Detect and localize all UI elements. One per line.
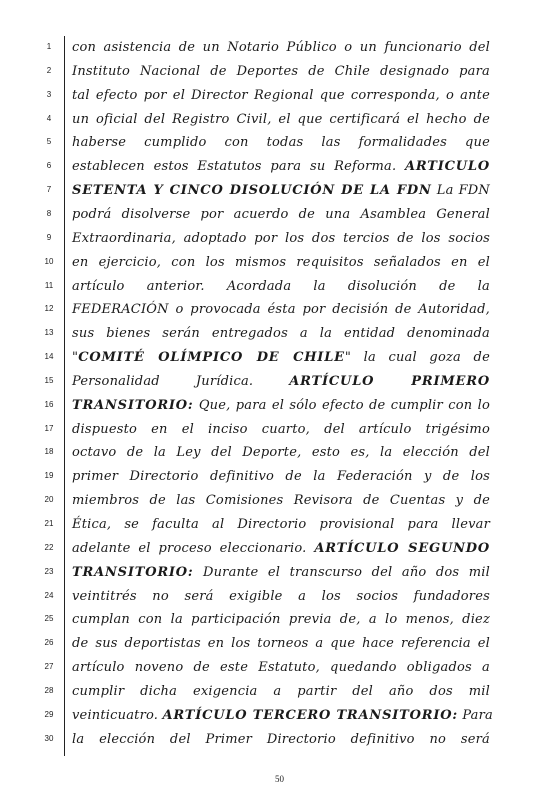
line-text [72, 159, 490, 174]
line-text [72, 350, 490, 365]
bold-heading-text: ARTÍCULO SEGUNDO [314, 540, 491, 556]
body-text: cumplir dicha exigencia a partir del año dos mil [72, 683, 490, 699]
text-line [0, 38, 559, 62]
line-text [72, 541, 490, 556]
line-text [72, 589, 490, 604]
body-text: en ejercicio, con los mismos requisitos señalados en el [72, 254, 490, 270]
line-text [72, 565, 490, 580]
line-text [72, 517, 490, 532]
body-text: tal efecto por el Director Regional que corresponda, o ante [72, 87, 490, 103]
line-text [72, 40, 490, 55]
line-number: 11 [44, 280, 54, 290]
text-line [0, 157, 559, 181]
text-line [0, 229, 559, 253]
body-text: primer Directorio definitivo de la Federación y de los [72, 469, 490, 485]
line-text [72, 374, 490, 389]
line-number: 21 [44, 519, 54, 528]
line-text [72, 64, 490, 79]
line-number: 19 [44, 471, 54, 481]
body-text: " [72, 350, 79, 366]
line-text [72, 207, 490, 222]
body-text: veinticuatro. [72, 707, 163, 723]
line-text [72, 326, 490, 341]
body-text: Instituto Nacional de Deportes de Chile designado para [72, 63, 490, 79]
text-line [0, 372, 559, 396]
body-text: Extraordinaria, adoptado por los dos tercios de los socios [72, 230, 490, 246]
body-text: miembros de las Comisiones Revisora de Cuentas y de [72, 493, 490, 509]
body-text: establecen estos Estatutos para su Reforma. [72, 159, 406, 175]
line-number: 14 [44, 352, 54, 362]
bold-heading-text: ARTÍCULO PRIMERO [289, 373, 490, 389]
text-line [0, 110, 559, 134]
text-line [0, 491, 559, 515]
line-text [72, 732, 490, 747]
line-number: 3 [46, 89, 52, 99]
line-number: 16 [44, 399, 54, 409]
line-text [72, 493, 490, 508]
line-number: 1 [46, 42, 52, 51]
line-number: 13 [44, 328, 54, 338]
line-text [72, 279, 490, 294]
body-text: La FDN [431, 183, 490, 199]
text-line [0, 62, 559, 86]
body-text: dispuesto en el inciso cuarto, del artículo trigésimo [72, 421, 490, 437]
text-line [0, 133, 559, 157]
line-text [72, 684, 490, 699]
line-text [72, 636, 490, 651]
text-line [0, 443, 559, 467]
line-number: 30 [44, 733, 54, 743]
body-text: cumplan con la participación previa de, a lo menos, diez [72, 612, 490, 628]
line-text [72, 112, 490, 127]
body-text: octavo de la Ley del Deporte, esto es, la elección del [72, 445, 490, 461]
body-text: Personalidad Jurídica. [72, 373, 290, 389]
line-text [72, 707, 493, 723]
line-number: 28 [44, 685, 54, 695]
text-line [0, 563, 559, 587]
body-text: Ética, se faculta al Directorio provisional para llevar [72, 517, 490, 532]
line-number: 18 [44, 447, 54, 457]
line-text [72, 88, 490, 103]
body-text: la elección del Primer Directorio definitivo no será [72, 731, 490, 747]
text-line [0, 515, 559, 539]
line-number: 26 [44, 638, 54, 648]
line-number: 4 [46, 113, 52, 123]
text-line [0, 181, 559, 205]
bold-heading-text: ARTÍCULO TERCERO TRANSITORIO: [162, 707, 458, 723]
line-number: 12 [44, 304, 54, 314]
text-line [0, 253, 559, 277]
text-line [0, 587, 559, 611]
text-line [0, 86, 559, 110]
line-number: 9 [46, 232, 52, 242]
text-line [0, 682, 559, 706]
body-text: Durante el transcurso del año dos mil [193, 564, 490, 580]
line-text [72, 183, 490, 198]
line-text [72, 469, 490, 484]
body-text: de sus deportistas en los torneos a que hace referencia el [72, 636, 490, 652]
line-text [72, 398, 490, 413]
body-text: Que, para el sólo efecto de cumplir con lo [193, 397, 490, 413]
body-text: podrá disolverse por acuerdo de una Asamblea General [72, 206, 490, 222]
line-number: 20 [44, 495, 54, 505]
text-line [0, 467, 559, 491]
body-text: artículo noveno de este Estatuto, quedando obligados a [72, 660, 490, 676]
bold-heading-text: SETENTA Y CINCO DISOLUCIÓN DE LA FDN [72, 183, 432, 199]
body-text: artículo anterior. Acordada la disolución de la [72, 278, 490, 294]
line-number: 29 [44, 709, 54, 719]
line-number: 2 [46, 65, 52, 75]
bold-heading-text: ARTICULO [405, 159, 490, 175]
line-text [72, 422, 490, 437]
line-number: 15 [44, 375, 54, 385]
body-text: FEDERACIÓN o provocada ésta por decisión de Autoridad, [72, 302, 490, 318]
text-line [0, 300, 559, 324]
text-line [0, 348, 559, 372]
body-text: adelante el proceso eleccionario. [72, 540, 315, 556]
page-number: 50 [275, 774, 284, 784]
body-text: " la cual goza de [344, 350, 490, 366]
line-text [72, 255, 490, 270]
line-text [72, 660, 490, 675]
text-line [0, 539, 559, 563]
text-line [0, 658, 559, 682]
body-text: un oficial del Registro Civil, el que certificará el hecho de [72, 111, 490, 127]
text-line [0, 610, 559, 634]
body-text: veintitrés no será exigible a los socios fundadores [72, 588, 490, 604]
body-text: sus bienes serán entregados a la entidad denominada [72, 326, 490, 342]
bold-heading-text: TRANSITORIO: [72, 397, 194, 413]
line-number: 22 [44, 542, 54, 552]
text-line [0, 324, 559, 348]
body-text: haberse cumplido con todas las formalidades que [72, 135, 490, 151]
text-line [0, 730, 559, 754]
text-line [0, 706, 559, 730]
text-line [0, 420, 559, 444]
line-number: 27 [44, 662, 54, 672]
line-text [72, 302, 490, 317]
line-number: 7 [46, 185, 52, 195]
line-number: 10 [44, 256, 54, 266]
text-line [0, 396, 559, 420]
body-text: con asistencia de un Notario Público o un funcionario del [72, 40, 490, 55]
line-number: 5 [46, 137, 52, 147]
line-number: 25 [44, 614, 54, 624]
text-line [0, 277, 559, 301]
line-number: 6 [46, 161, 52, 171]
line-number: 23 [44, 566, 54, 576]
line-text [72, 231, 490, 246]
line-number: 24 [44, 590, 54, 600]
line-text [72, 612, 490, 627]
bold-heading-text: COMITÉ OLÍMPICO DE CHILE [78, 350, 345, 366]
line-number: 8 [46, 208, 52, 218]
bold-heading-text: TRANSITORIO: [72, 564, 194, 580]
line-text [72, 135, 490, 150]
text-line [0, 634, 559, 658]
line-text [72, 445, 490, 460]
line-number: 17 [44, 423, 54, 433]
text-line [0, 205, 559, 229]
body-text: Para [457, 707, 493, 723]
